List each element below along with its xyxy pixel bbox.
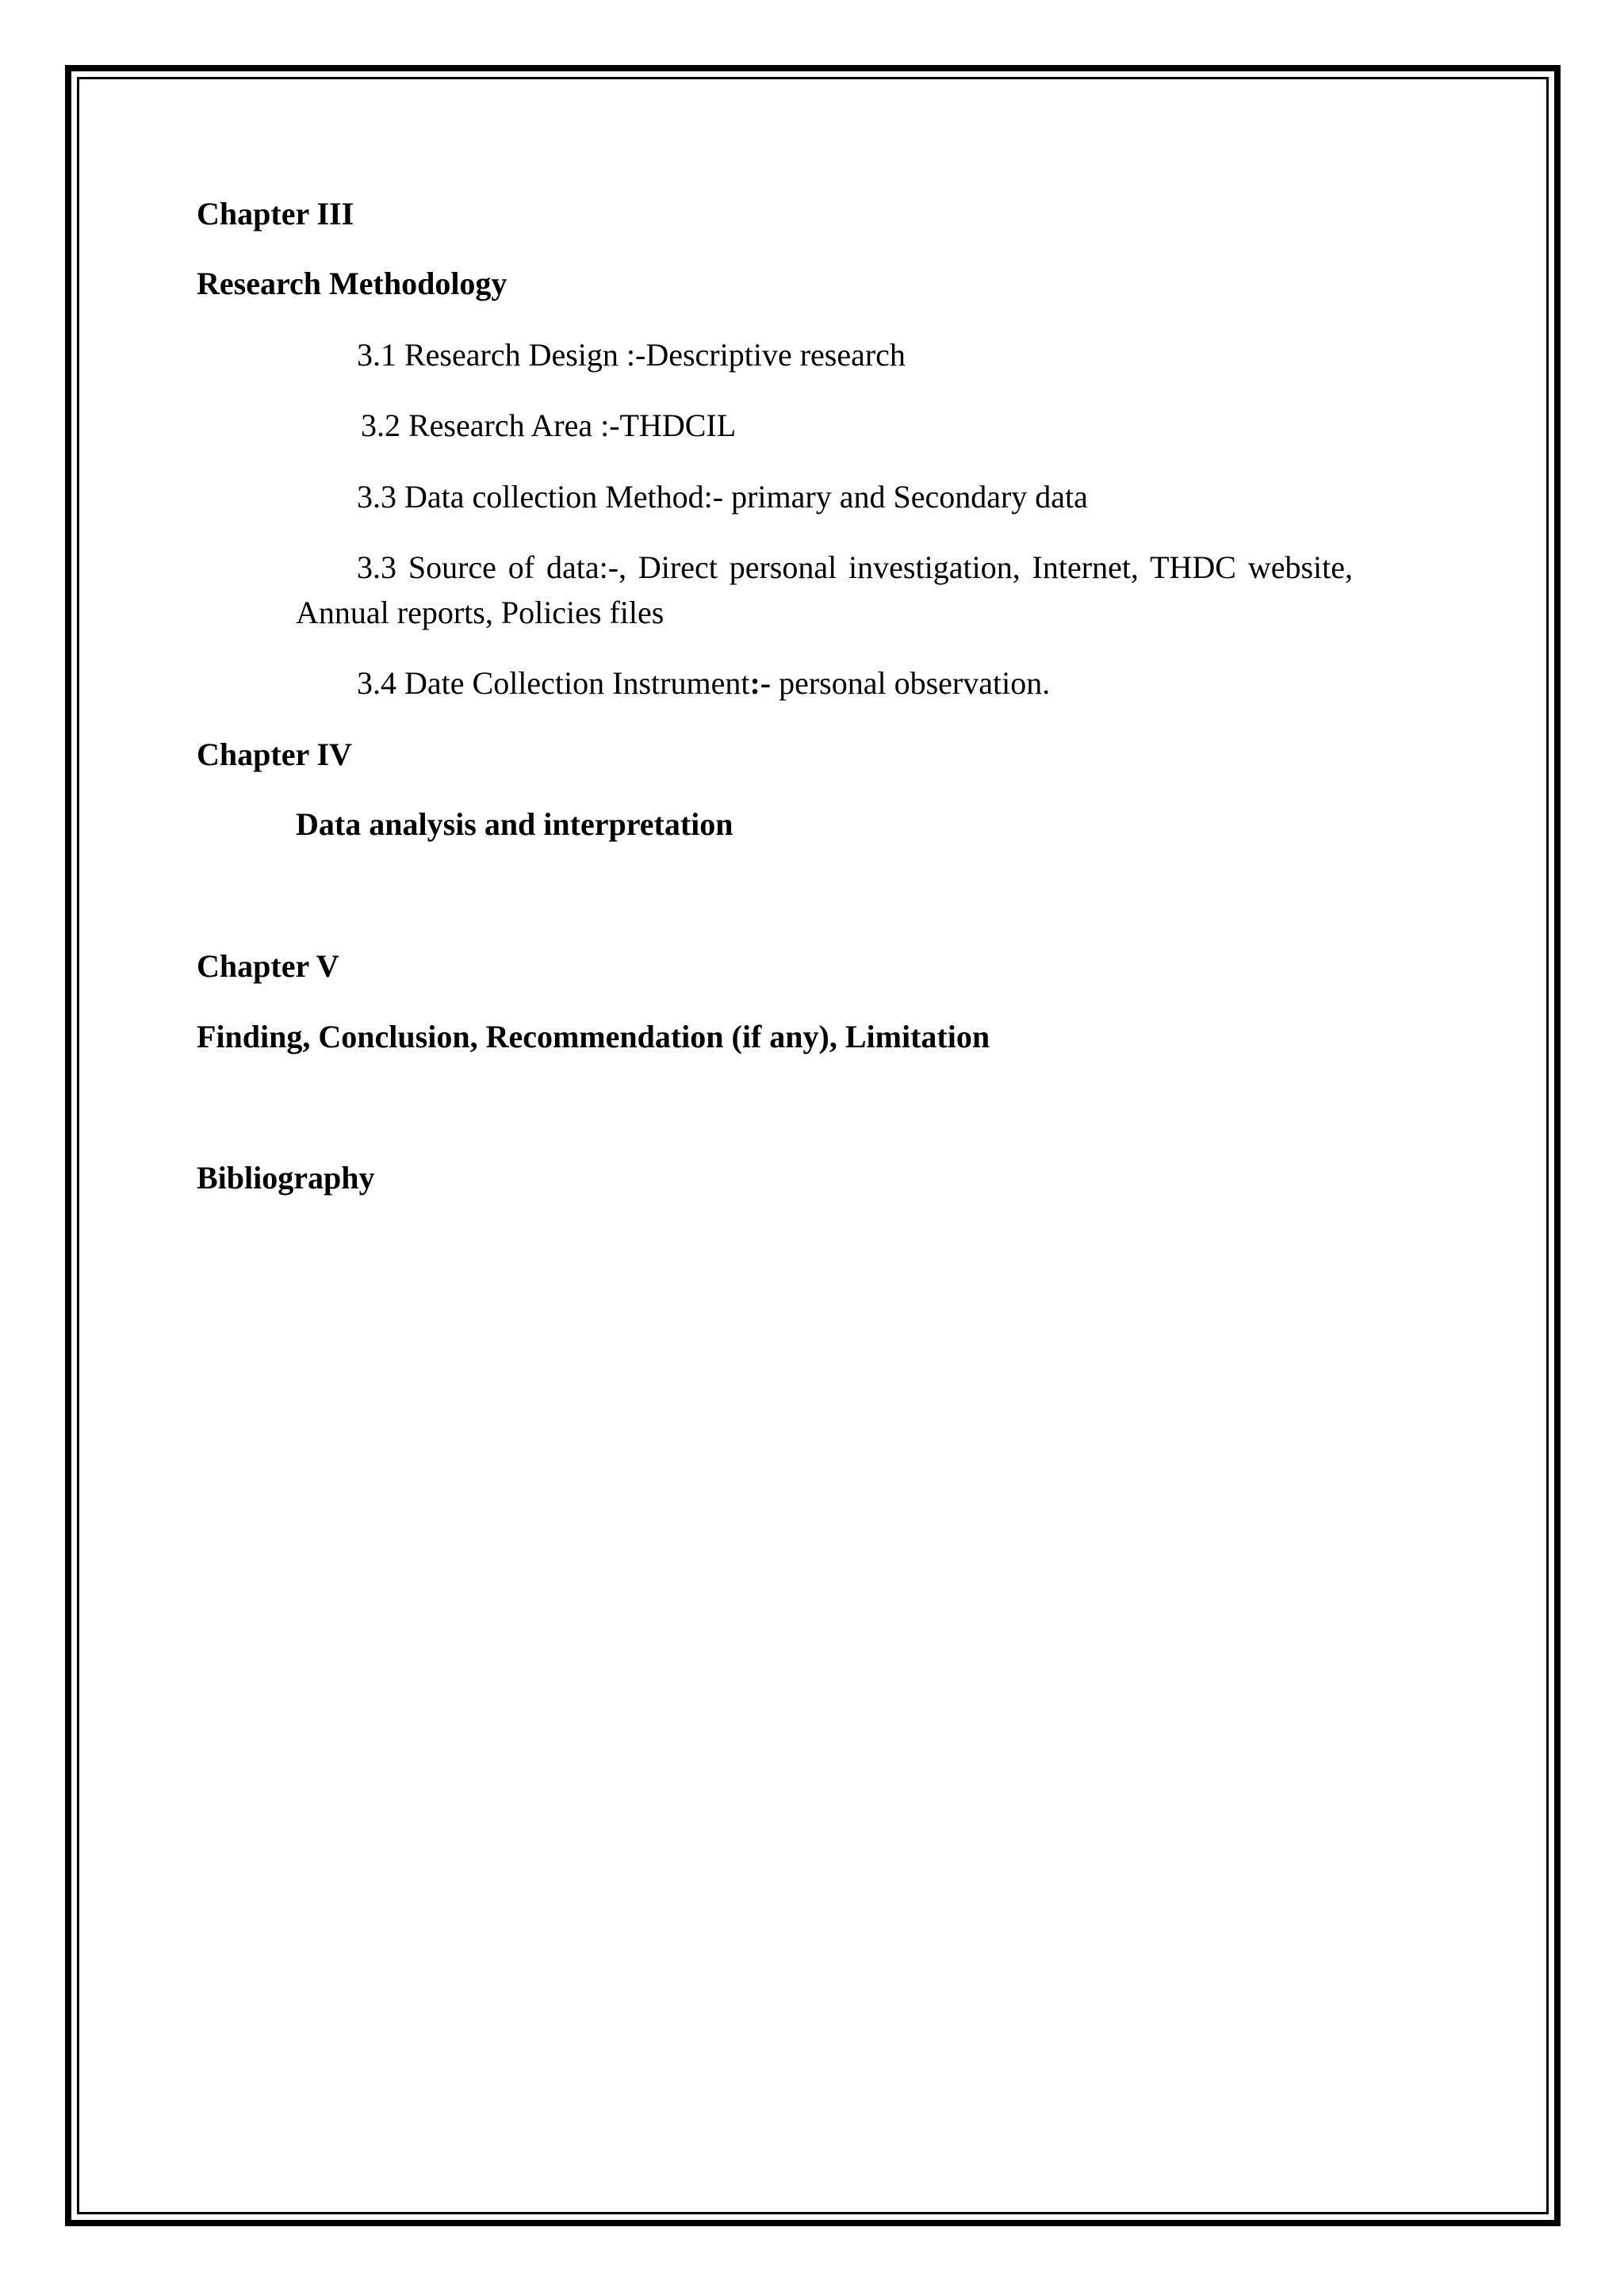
chapter-5-heading: Chapter V [197,948,339,984]
item-3-3-data-collection: 3.3 Data collection Method:- primary and Secondary data [357,479,1088,515]
chapter-4-subheading: Data analysis and interpretation [296,806,733,842]
item-3-4-value: personal observation. [771,665,1051,701]
item-3-3-source: 3.3 Source of data:-, Direct personal investigation, Internet, THDC website, [357,549,1353,585]
chapter-5-subheading: Finding, Conclusion, Recommendation (if any), Limitation [197,1019,990,1054]
item-3-2: 3.2 Research Area :-THDCIL [361,408,737,443]
item-3-1: 3.1 Research Design :-Descriptive research [357,337,906,373]
chapter-3-heading: Chapter III [197,196,354,232]
item-3-4-separator: :- [749,665,772,701]
item-3-4 [357,664,1050,702]
chapter-3-subheading: Research Methodology [197,266,508,301]
item-3-4-label: 3.4 Date Collection Instrument [357,665,750,701]
item-3-3-source-continued: Annual reports, Policies files [296,595,665,630]
bibliography-heading: Bibliography [197,1160,375,1196]
chapter-4-heading: Chapter IV [197,737,352,772]
page-border-inner [77,77,1549,2214]
